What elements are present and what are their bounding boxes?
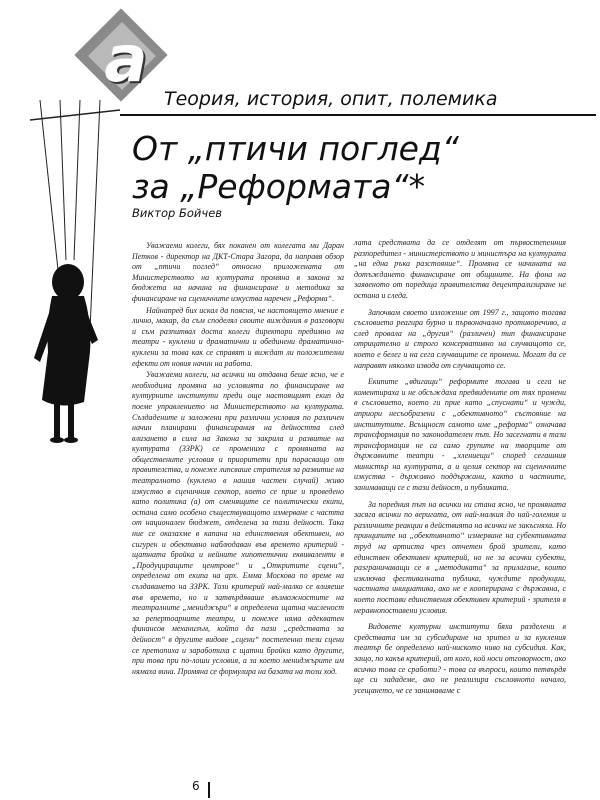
section-logo-letter: а <box>104 23 148 97</box>
article-title-line-2: за „Реформата“* <box>132 167 426 206</box>
paragraph: Екипите „вдигащи“ реформите тогава и сега не коментираха и не обсъждаха предвидените от тях промени в съсловието, което ги прие като „спуснати“ и чужди, априори несъобразени с „обективното“ състояние на институтите. Всъщност самото име „реформа“ означава трансформация по законодателен път. Но засегнати в тази трансформация не са само групите на творците от държавните театри - „хлениещи“ според сегашния министър на културата, а и целия сектор на сценичните изкуства - държавно поддържани, както и частните, занимаващи се с тази дейност, и публиката. <box>354 377 566 493</box>
article-title <box>132 130 572 206</box>
paragraph: Уважаеми колеги, на всички ни отдавна беше ясно, че е необходима промяна на условията по финансиране на културните институти преди още настоящият екип да поеме управлението на Министерството на културата. Създадените и заложени при различни условия по различен начин планирани финансирания на дейността след влизането в сила на Закона за закрила и развитие на културата (ЗЗРК) се промениха с промяната на обществените условия и приоритети при порасващо от правителства, и понеже липсваше стратегия за развитие на театралното (куклено в нашия частен случай) живо изкуство в сценичния сектор, което се прие и проведено като политика (а) от сменящите се политически екипи, остана само особено съществуващото измерване с частта от национален бюджет, отделена за тази дейност. Така ние се оказахме в капана на единствения обективен, но сигурен и обективно наблюдаван във времето критерий - щатната бройка и нейните хипотетични еквиваленти в „Продуциращите центрове“ и „Откритите сцени“, определена от екипа на арх. Емма Москова по време на създаването на ЗЗРК. Този критерий най-малко се влияеше във времето, но и затвърдяваше възможностите на театралните „мениджъри“ в определена щатна численост за репертоарните театри, и понеже няма адекватен финансов механизъм, който да пази „средствата за дейност“ в другите видове „сцени“ постепенно тези сцени се претопиха и заработиха с щатни бройки като другите, при това при по-лоши условия, а за което мениджърите им нямаха вина. Промяна се формулира на базата на този ход. <box>132 370 344 676</box>
page-number-rule <box>208 782 210 798</box>
paragraph: Видовете културни институти бяха разделени в средствата им за субсидиране на зрител и за кукления театър бе определено най-ниското ниво на субсидия. Как, защо, по какъв критерий, от кого, кой носи отговорност, ако всичко това се сработи? - това са въпроси, които петвърдя ще си зададеме, ако не реализира съсловното начало, усещането, че се занимаваме с <box>354 622 566 695</box>
article-left-column <box>132 241 344 678</box>
page-number: 6 <box>192 779 200 793</box>
section-rule <box>120 114 596 116</box>
article-title-line-1: От „птичи поглед“ <box>132 129 459 168</box>
puppet-silhouette-illustration <box>0 100 130 460</box>
paragraph: Найнапред бих искал да поясня, че настоящето мнение е лично, макар, да съм споделял своите виждания в разговори и съм разпитвал доста колеги директори предимно на театри - куклени и драматични и обединени драматично-куклени за това как се справят и виждат ли положителни ефекти от новия начин на работа. <box>132 305 344 368</box>
paragraph: лата средствата да се отделят от първостепенния разпоредител - министерството и министъра на културата „на една ръка разстояние“. Промяна се начината на дотъждането финансиране от общините. На фона на заявеното от поредица правителства децентрализиране не остана и следа. <box>354 238 566 300</box>
section-title: Теория, история, опит, полемика <box>164 88 498 110</box>
paragraph: Започвам своето изложение от 1997 г., защото тогава съсловието реагира бурно и първоначално противоречиво, а след провала на „другия“ (различен) тип финансиране отрицателно и строго консервативно на случващото се, което е белег и на сега случващите се промени. Могат да се направят няколко извода от случващото се. <box>354 307 566 370</box>
paragraph: За поредния път на всички ни стана ясно, че промяната засяга всички по веригата, от най-малкия до най-големия и различните реакции в действията на всички не закъсняха. Но принципите на „обективното“ измерване на субективната труд на артиста чрез отчетен брой зрители, като единствен обективен критерий, но не за всички субекти, разграничаващи се в „методиката“ за прилагане, които изключва фестивалната публика, чуждите продукции, частната инициатива, ако не е кооперирана с държавна, с което постави единствения обективен критерий - зрителя в неравнопоставени условия. <box>354 499 566 615</box>
article-author: Виктор Бойчев <box>132 206 223 220</box>
paragraph: Уважаеми колеги, бях поканен от колегата ми Даран Петков - директор на ДКТ-Стара Загора, да направя обзор от „птичи поглед“ относно приложената от Министерството на културата промяна в закона за бюджета на начина на финансиране и методика за финансиране на сценичните изкуства наречен „Реформа“. <box>132 241 344 303</box>
article-right-column <box>354 238 566 697</box>
